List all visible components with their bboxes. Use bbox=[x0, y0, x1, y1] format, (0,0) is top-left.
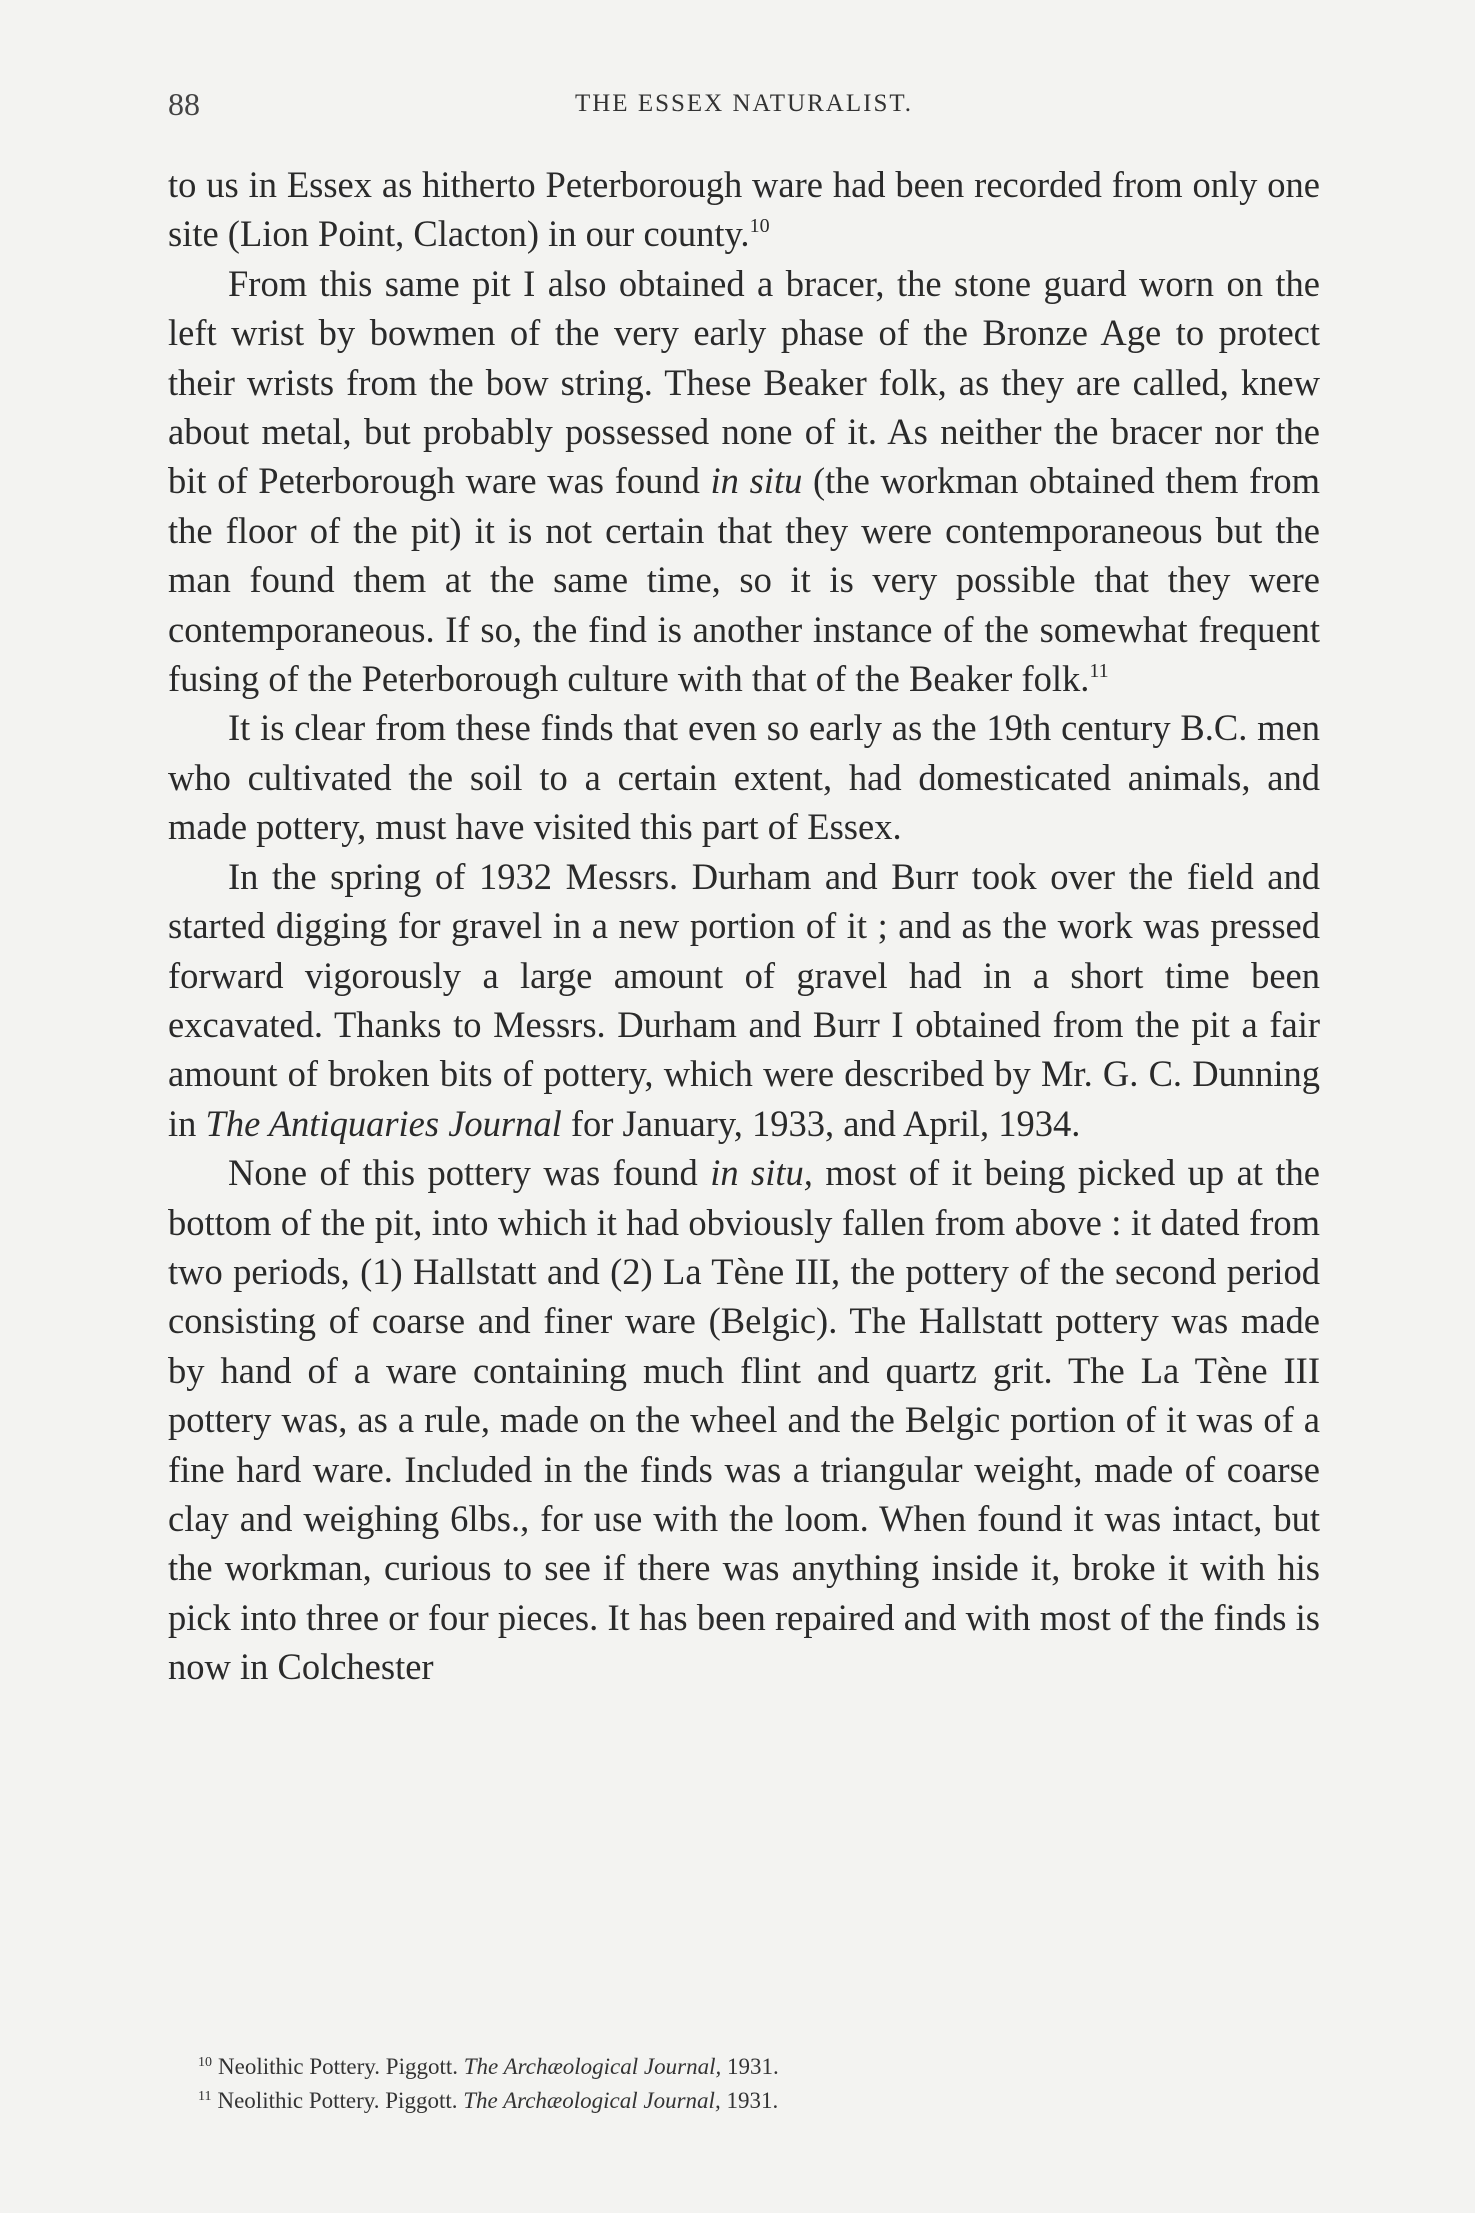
footnote-ref: 11 bbox=[198, 2089, 212, 2104]
text-run: In the spring of 1932 Messrs. Durham and Burr took over the field and started digging for gravel in a new portion of it ; and as the work was pressed forward vigorously a large amount of gravel had in a short time been excavated. Thanks to Messrs. Durham and Burr I obtained from the pit a fair amount of broken bits of pottery, which were described by Mr. G. C. Dunning in bbox=[168, 855, 1320, 1144]
footnote-ref: 10 bbox=[198, 2055, 212, 2070]
page-number: 88 bbox=[168, 86, 200, 122]
footnotes bbox=[168, 2050, 1320, 2118]
text-run: From this same pit I also obtained a bracer, the stone guard worn on the left wrist by bowmen of the very early phase of the Bronze Age to protect their wrists from the bow string. These Beaker folk, as they are called, knew about metal, but probably possessed none of it. As neither the bracer nor the bit of Peterborough ware was found bbox=[168, 262, 1320, 502]
italic-text: in situ bbox=[710, 460, 803, 502]
text-run: 1931. bbox=[720, 2088, 779, 2113]
paragraph-4 bbox=[168, 852, 1320, 1148]
body-text bbox=[168, 160, 1320, 1692]
footnote-ref: 10 bbox=[749, 215, 770, 238]
running-title: THE ESSEX NATURALIST. bbox=[574, 90, 914, 117]
italic-text: The Archæological Journal, bbox=[463, 2088, 721, 2113]
running-head bbox=[168, 86, 1320, 126]
text-run: for January, 1933, and April, 1934. bbox=[561, 1102, 1081, 1144]
text-run: It is clear from these finds that even so early as the 19th century B.C. men who cultivated the soil to a certain extent, had domesticated animals, and made pottery, must have visited this part of Essex. bbox=[168, 707, 1320, 848]
footnote-10 bbox=[168, 2050, 1320, 2084]
text-run: None of this pottery was found bbox=[228, 1152, 711, 1194]
text-run: Neolithic Pottery. Piggott. bbox=[218, 2054, 464, 2079]
italic-text: in situ, bbox=[710, 1152, 813, 1194]
paragraph-5 bbox=[168, 1148, 1320, 1691]
text-run: Neolithic Pottery. Piggott. bbox=[217, 2088, 464, 2113]
text-run: to us in Essex as hitherto Peterborough ware had been recorded from only one site (Lion Point, Clacton) in our county. bbox=[168, 164, 1320, 255]
text-run: 1931. bbox=[721, 2054, 779, 2079]
italic-text: The Archæological Journal, bbox=[463, 2054, 722, 2079]
footnote-11 bbox=[168, 2084, 1320, 2118]
paragraph-2 bbox=[168, 259, 1320, 704]
footnote-ref: 11 bbox=[1089, 660, 1109, 683]
italic-text: The Antiquaries Journal bbox=[205, 1102, 562, 1144]
paragraph-3 bbox=[168, 703, 1320, 851]
paragraph-1 bbox=[168, 160, 1320, 259]
text-run: (the workman obtained them from the floor of the pit) it is not certain that they were contemporaneous but the man found them at the same time, so it is very possible that they were contemporaneous. If so, the find is another instance of the somewhat frequent fusing of the Peterborough culture with that of the Beaker folk. bbox=[168, 460, 1320, 700]
text-run: most of it being picked up at the bottom of the pit, into which it had obviously fallen from above : it dated from two periods, (1) Hallstatt and (2) La Tène III, the pottery of the second period consisting of coarse and finer ware (Belgic). The Hallstatt pottery was made by hand of a ware containing much flint and quartz grit. The La Tène III pottery was, as a rule, made on the wheel and the Belgic portion of it was of a fine hard ware. Included in the finds was a triangular weight, made of coarse clay and weighing 6lbs., for use with the loom. When found it was intact, but the workman, curious to see if there was anything inside it, broke it with his pick into three or four pieces. It has been repaired and with most of the finds is now in Colchester bbox=[168, 1152, 1320, 1688]
